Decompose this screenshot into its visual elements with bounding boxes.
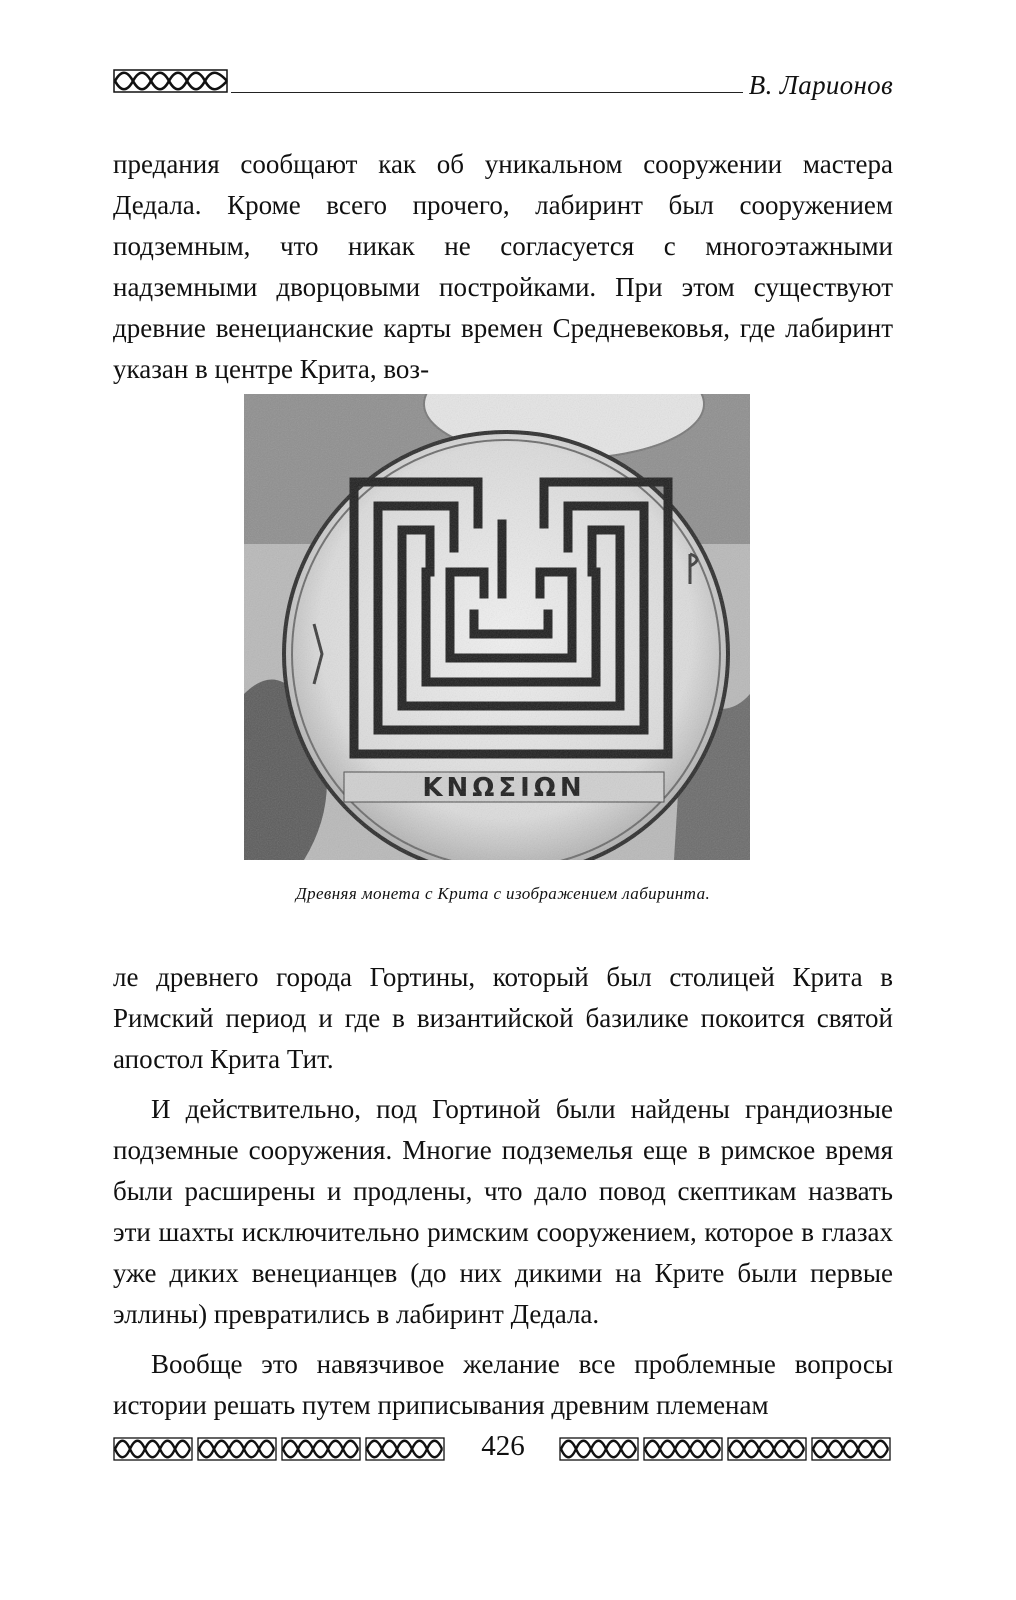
- body-text-top: [113, 144, 893, 390]
- paragraph: И действительно, под Гортиной были найдены грандиозные подземные сооружения. Многие подземелья еще в римское время были расширены и продлены, что дало повод скептикам назвать эти шахты исключительно римским сооружением, которое в глазах уже диких венецианцев (до них дикими на Крите были первые эллины) превратились в лабиринт Дедала.: [113, 1094, 893, 1329]
- body-text-bottom: [113, 957, 893, 1426]
- knot-ornament-icon: [559, 1436, 893, 1462]
- paragraph: ле древнего города Гортины, который был столицей Крита в Римский период и где в византийской базилике покоится святой апостол Крита Тит.: [113, 962, 893, 1074]
- page-footer: [113, 1430, 893, 1470]
- page-number: 426: [481, 1430, 525, 1462]
- running-header-author: В. Ларионов: [748, 70, 893, 100]
- figure-caption: Древняя монета с Крита с изображением лабиринта.: [295, 884, 711, 903]
- paragraph: предания сообщают как об уникальном сооружении мастера Дедала. Кроме всего прочего, лабиринт был сооружением подземным, что никак не согласуется с многоэтажными надземными дворцовыми постройками. При этом существуют древние венецианские карты времен Средневековья, где лабиринт указан в центре Крита, воз-: [113, 149, 893, 384]
- header-rule: [231, 92, 743, 93]
- coin-photo: [244, 394, 750, 860]
- paragraph: Вообще это навязчивое желание все проблемные вопросы истории решать путем приписывания древним племенам: [113, 1349, 893, 1420]
- running-header: [113, 62, 893, 102]
- knot-ornament-icon: [113, 68, 229, 94]
